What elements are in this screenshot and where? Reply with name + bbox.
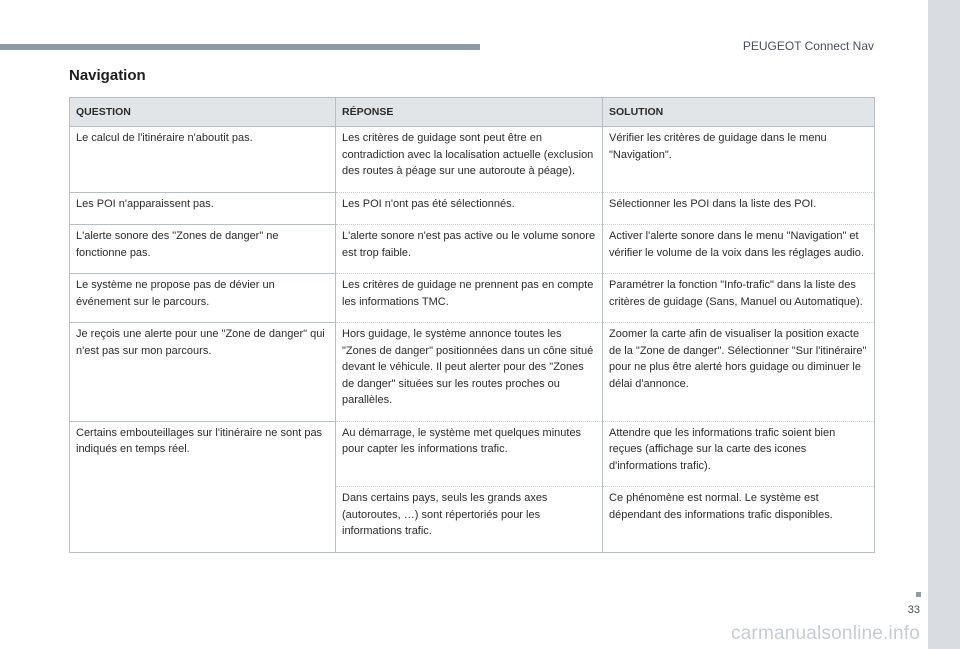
- column-header-question: QUESTION: [70, 98, 336, 127]
- column-header-solution: SOLUTION: [603, 98, 875, 127]
- faq-table: [69, 97, 875, 553]
- solution-cell: Sélectionner les POI dans la liste des POI.: [603, 192, 875, 225]
- watermark: carmanualsonline.info: [730, 623, 920, 644]
- solution-cell: Activer l'alerte sonore dans le menu "Navigation" et vérifier le volume de la voix dans les réglages audio.: [603, 225, 875, 274]
- table-row: [70, 127, 875, 193]
- response-cell: Hors guidage, le système annonce toutes les "Zones de danger" positionnées dans un cône situé devant le véhicule. Il peut alerter pour des "Zones de danger" situées sur les routes proches ou parallèles.: [336, 323, 603, 422]
- response-cell: Les critères de guidage ne prennent pas en compte les informations TMC.: [336, 274, 603, 323]
- response-cell: L'alerte sonore n'est pas active ou le volume sonore est trop faible.: [336, 225, 603, 274]
- question-cell: Le calcul de l'itinéraire n'aboutit pas.: [70, 127, 336, 193]
- page-edge-strip: [928, 0, 960, 649]
- solution-cell: Attendre que les informations trafic soient bien reçues (affichage sur la carte des icones d'informations trafic).: [603, 421, 875, 487]
- header-rule: [0, 44, 480, 50]
- page-marker: [916, 592, 921, 597]
- question-cell: Les POI n'apparaissent pas.: [70, 192, 336, 225]
- response-cell: Dans certains pays, seuls les grands axes (autoroutes, …) sont répertoriés pour les informations trafic.: [336, 487, 603, 553]
- response-cell: Les critères de guidage sont peut être en contradiction avec la localisation actuelle (exclusion des routes à péage sur une autoroute à péage).: [336, 127, 603, 193]
- question-cell: Certains embouteillages sur l'itinéraire ne sont pas indiqués en temps réel.: [70, 421, 336, 552]
- response-cell: Au démarrage, le système met quelques minutes pour capter les informations trafic.: [336, 421, 603, 487]
- solution-cell: Ce phénomène est normal. Le système est dépendant des informations trafic disponibles.: [603, 487, 875, 553]
- solution-cell: Vérifier les critères de guidage dans le menu "Navigation".: [603, 127, 875, 193]
- table-row: [70, 225, 875, 274]
- page-number: 33: [907, 604, 920, 616]
- question-cell: L'alerte sonore des "Zones de danger" ne fonctionne pas.: [70, 225, 336, 274]
- table-row: [70, 274, 875, 323]
- column-header-response: RÉPONSE: [336, 98, 603, 127]
- table-header-row: [70, 98, 875, 127]
- header-brand: PEUGEOT Connect Nav: [742, 39, 874, 53]
- question-cell: Je reçois une alerte pour une "Zone de danger" qui n'est pas sur mon parcours.: [70, 323, 336, 422]
- solution-cell: Paramétrer la fonction "Info-trafic" dans la liste des critères de guidage (Sans, Manuel ou Automatique).: [603, 274, 875, 323]
- table-row: [70, 421, 875, 487]
- section-title: Navigation: [69, 67, 146, 84]
- table-row: [70, 323, 875, 422]
- question-cell: Le système ne propose pas de dévier un événement sur le parcours.: [70, 274, 336, 323]
- response-cell: Les POI n'ont pas été sélectionnés.: [336, 192, 603, 225]
- solution-cell: Zoomer la carte afin de visualiser la position exacte de la "Zone de danger". Sélectionner "Sur l'itinéraire" pour ne plus être alerté hors guidage ou diminuer le délai d'annonce.: [603, 323, 875, 422]
- table-row: [70, 192, 875, 225]
